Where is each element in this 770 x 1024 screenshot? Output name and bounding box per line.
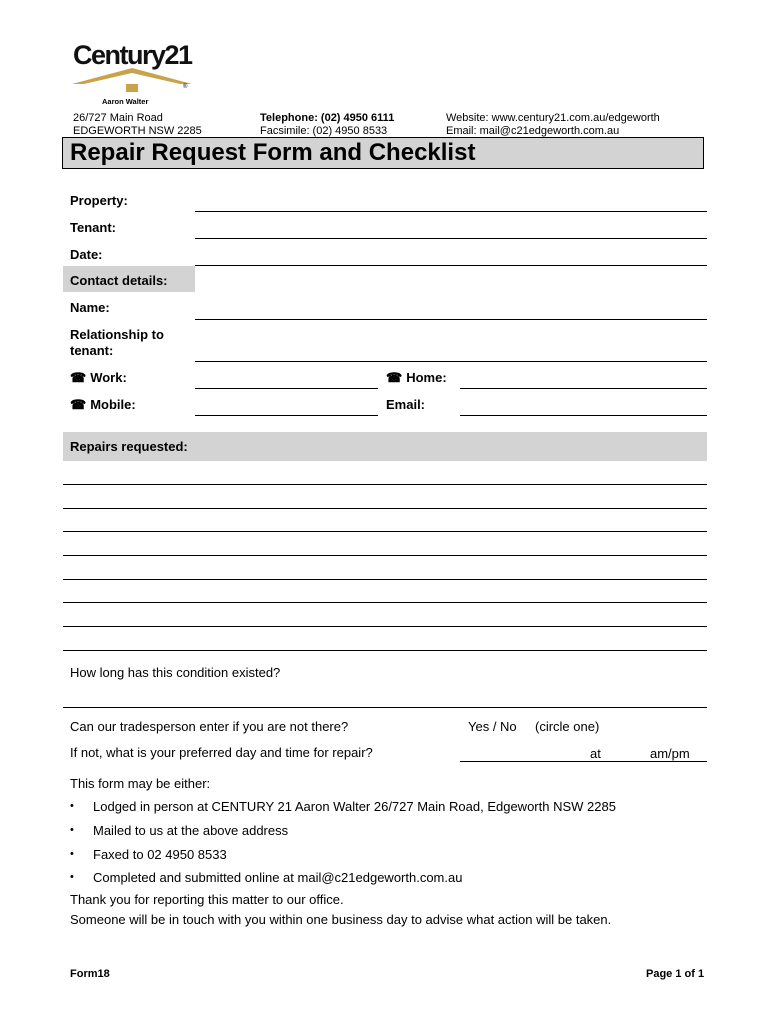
- facsimile: Facsimile: (02) 4950 8533: [260, 125, 388, 137]
- telephone: Telephone: (02) 4950 6111: [260, 112, 395, 124]
- form-id: Form18: [70, 968, 110, 980]
- repair-line[interactable]: [63, 626, 707, 627]
- enter-question: Can our tradesperson enter if you are not there?: [70, 719, 349, 734]
- repair-line[interactable]: [63, 531, 707, 532]
- mobile-label: [70, 397, 136, 413]
- property-field[interactable]: [195, 211, 707, 212]
- bullet-icon: •: [70, 800, 74, 812]
- circle-one-hint: (circle one): [535, 719, 600, 734]
- repair-line[interactable]: [63, 484, 707, 485]
- bullet-icon: •: [70, 848, 74, 860]
- date-label: Date:: [70, 247, 103, 262]
- home-phone-field[interactable]: [460, 388, 707, 389]
- name-field[interactable]: [195, 319, 707, 320]
- option-mailed: Mailed to us at the above address: [93, 823, 289, 838]
- date-field[interactable]: [195, 265, 707, 266]
- relationship-label-line1: Relationship to: [70, 327, 164, 342]
- home-label: [386, 370, 447, 386]
- tenant-label: Tenant:: [70, 220, 116, 235]
- email-field[interactable]: [460, 415, 707, 416]
- property-label: Property:: [70, 193, 128, 208]
- option-online: Completed and submitted online at mail@c21edgeworth.com.au: [93, 870, 463, 885]
- tenant-field[interactable]: [195, 238, 707, 239]
- email-label: Email:: [386, 397, 426, 412]
- address-block: [73, 112, 202, 138]
- website: Website: www.century21.com.au/edgeworth: [446, 112, 660, 124]
- repair-line[interactable]: [63, 650, 707, 651]
- ampm-label: am/pm: [650, 746, 690, 761]
- repair-line[interactable]: [63, 602, 707, 603]
- how-long-question: How long has this condition existed?: [70, 665, 281, 680]
- logo-wordmark: Century21: [73, 40, 192, 70]
- phone-icon: ☎: [386, 370, 403, 385]
- work-label: [70, 370, 127, 386]
- address-line2: EDGEWORTH NSW 2285: [73, 125, 202, 137]
- page-title: Repair Request Form and Checklist: [70, 139, 476, 166]
- repair-line[interactable]: [63, 508, 707, 509]
- how-long-field[interactable]: [63, 707, 707, 708]
- yes-no-option[interactable]: Yes / No: [468, 719, 517, 734]
- bullet-icon: •: [70, 824, 74, 836]
- preferred-time-question: If not, what is your preferred day and time for repair?: [70, 745, 373, 760]
- followup-text: Someone will be in touch with you within one business day to advise what action will be taken.: [70, 912, 612, 927]
- phone-icon: ☎: [70, 370, 87, 385]
- phone-icon: ☎: [70, 397, 87, 412]
- at-label: at: [590, 746, 601, 761]
- address-line1: 26/727 Main Road: [73, 112, 163, 124]
- page-number: Page 1 of 1: [646, 968, 705, 980]
- relationship-label-line2: tenant:: [70, 343, 114, 358]
- preferred-time-field[interactable]: [460, 761, 707, 762]
- relationship-label: [70, 327, 164, 359]
- phone-block: [260, 112, 394, 138]
- email-address: Email: mail@c21edgeworth.com.au: [446, 125, 620, 137]
- relationship-field[interactable]: [195, 361, 707, 362]
- logo-subtitle: Aaron Walter: [102, 97, 149, 106]
- repairs-requested-heading: Repairs requested:: [70, 439, 188, 454]
- mobile-field[interactable]: [195, 415, 378, 416]
- mobile-label-text: Mobile:: [90, 397, 136, 412]
- option-faxed: Faxed to 02 4950 8533: [93, 847, 227, 862]
- repair-line[interactable]: [63, 555, 707, 556]
- bullet-icon: •: [70, 871, 74, 883]
- web-block: [446, 112, 660, 138]
- repair-line[interactable]: [63, 579, 707, 580]
- thanks-text: Thank you for reporting this matter to our office.: [70, 892, 344, 907]
- registered-mark: ®: [183, 84, 188, 90]
- contact-details-heading: Contact details:: [70, 273, 168, 288]
- option-lodged: Lodged in person at CENTURY 21 Aaron Walter 26/727 Main Road, Edgeworth NSW 2285: [93, 799, 616, 814]
- name-label: Name:: [70, 300, 110, 315]
- work-phone-field[interactable]: [195, 388, 378, 389]
- work-label-text: Work:: [90, 370, 127, 385]
- submission-intro: This form may be either:: [70, 776, 211, 791]
- home-label-text: Home:: [406, 370, 447, 385]
